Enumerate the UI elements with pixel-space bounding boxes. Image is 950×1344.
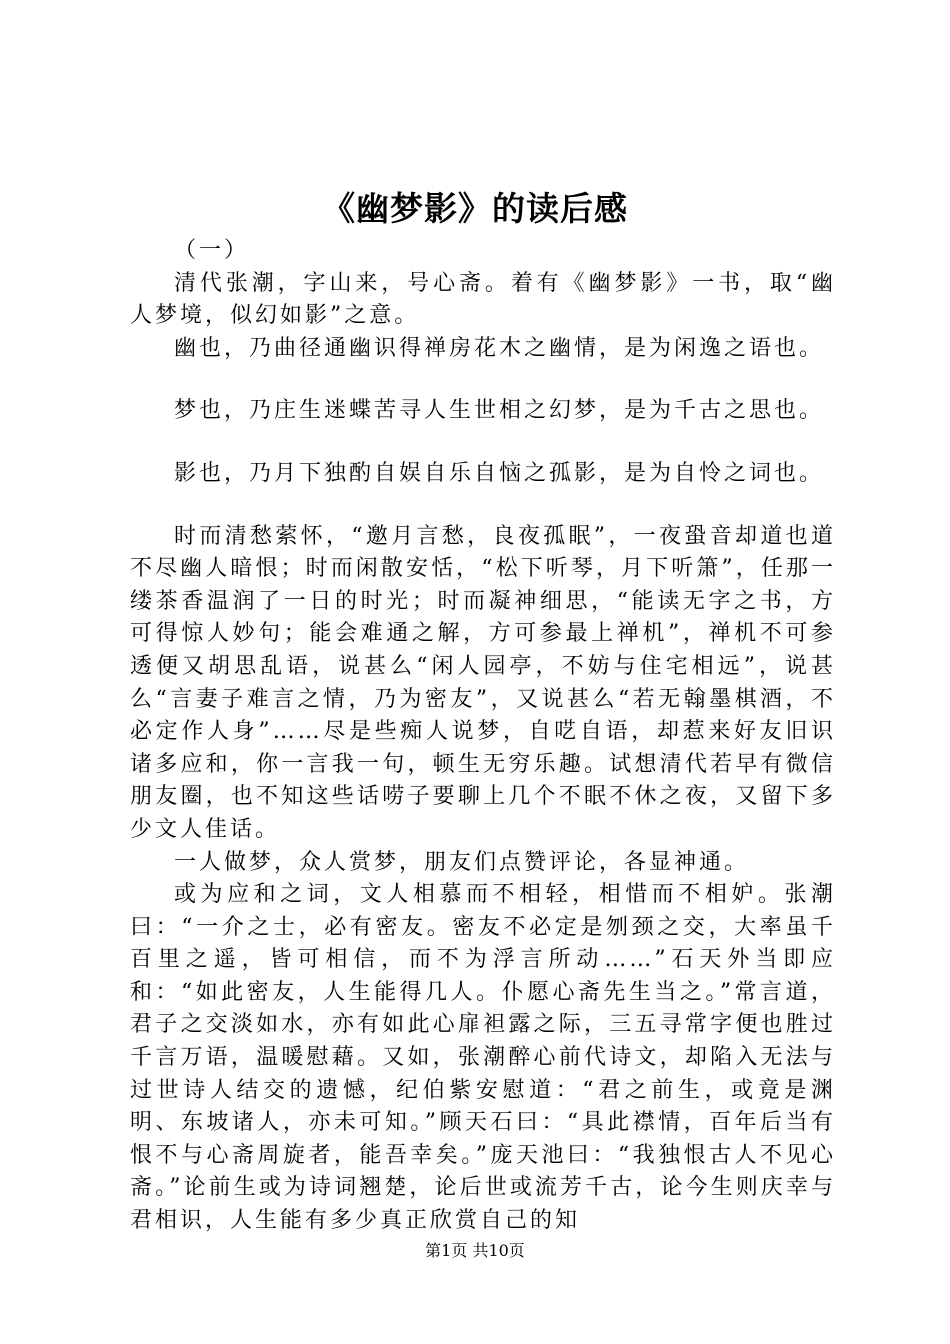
paragraph-intro: 清代张潮，字山来，号心斋。着有《幽梦影》一书，取“幽人梦境，似幻如影”之意。	[130, 270, 836, 329]
paragraph-moods: 时而清愁萦怀，“邀月言愁，良夜孤眠”，一夜蛩音却道也道不尽幽人暗恨；时而闲散安恬，“松下听琴，月下听箫”，任那一缕茶香温润了一日的时光；时而凝神细思，“能读无字之书，方可得惊人妙句；能会难通之解，方可参最上禅机”，禅机不可参透便又胡思乱语，说甚么“闲人园亭，不妨与住宅相远”，说甚么“言妻子难言之情，乃为密友”，又说甚么“若无翰墨棋酒，不必定作人身”……尽是些痴人说梦，自呓自语，却惹来好友旧识诸多应和，你一言我一句，顿生无穷乐趣。试想清代若早有微信朋友圈，也不知这些话唠子要聊上几个不眠不休之夜，又留下多少文人佳话。	[130, 523, 836, 842]
paragraph-you: 幽也，乃曲径通幽识得禅房花木之幽情，是为闲逸之语也。	[174, 335, 825, 361]
paragraph-meng: 梦也，乃庄生迷蝶苦寻人生世相之幻梦，是为千古之思也。	[174, 398, 825, 424]
page-footer: 第1页 共10页	[425, 1241, 525, 1260]
document-body	[130, 235, 836, 1238]
section-marker: （一）	[174, 238, 250, 263]
paragraph-dream-share: 一人做梦，众人赏梦，朋友们点赞评论，各显神通。	[174, 849, 750, 875]
document-title: 《幽梦影》的读后感	[322, 189, 628, 228]
paragraph-friends: 或为应和之词，文人相慕而不相轻，相惜而不相妒。张潮曰：“一介之士，必有密友。密友不必定是刎颈之交，大率虽千百里之遥，皆可相信，而不为浮言所动……”石天外当即应和：“如此密友，人生能得几人。仆愿心斋先生当之。”常言道，君子之交淡如水，亦有如此心扉袒露之际，三五寻常字便也胜过千言万语，温暖慰藉。又如，张潮醉心前代诗文，却陷入无法与过世诗人结交的遗憾，纪伯紫安慰道：“君之前生，或竟是渊明、东坡诸人，亦未可知。”顾天石曰：“具此襟情，百年后当有恨不与心斋周旋者，能吾幸矣。”庞天池曰：“我独恨古人不见心斋。”论前生或为诗词翘楚，论后世或流芳千古，论今生则庆幸与君相识，人生能有多少真正欣赏自己的知	[130, 882, 836, 1234]
paragraph-ying: 影也，乃月下独酌自娱自乐自恼之孤影，是为自怜之词也。	[174, 460, 825, 486]
